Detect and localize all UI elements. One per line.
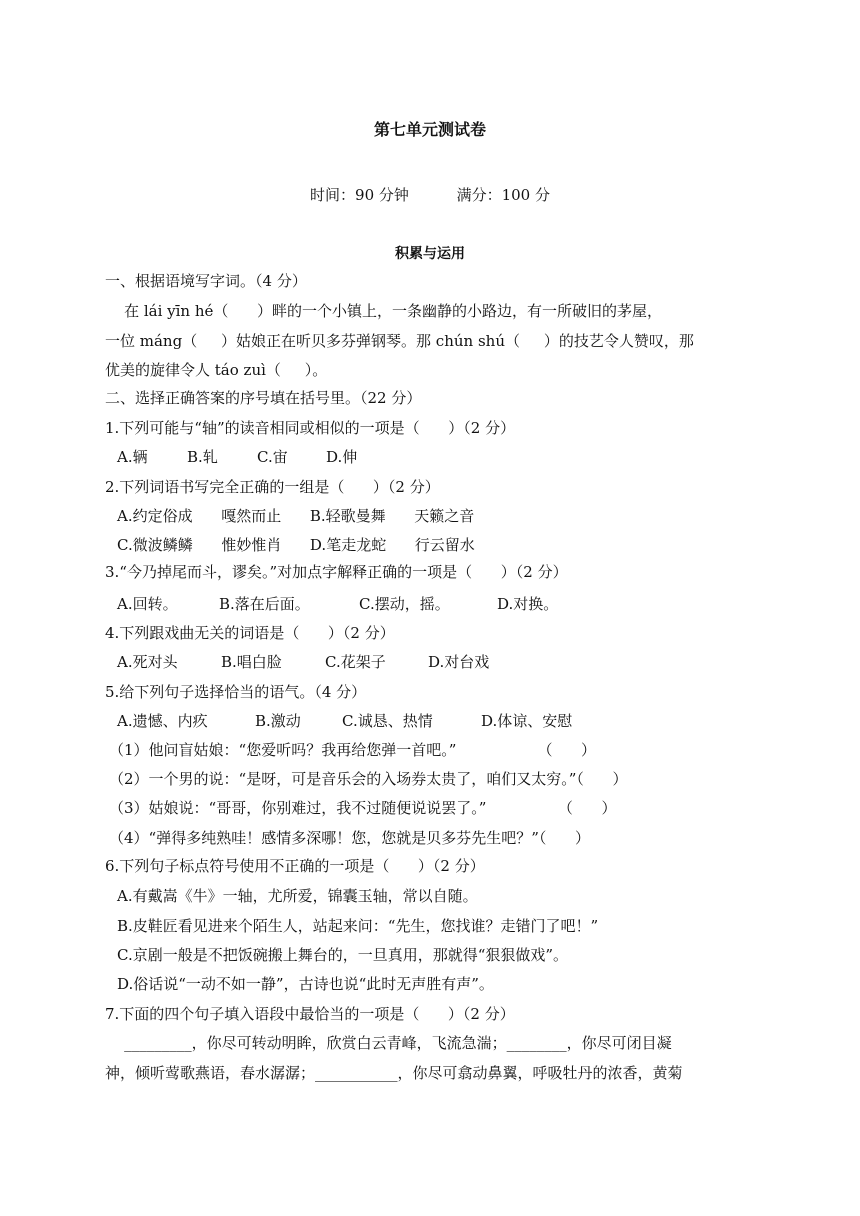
- q1-line: 在 lái yīn hé（ ）畔的一个小镇上，一条幽静的小路边，有一所破旧的茅屋，: [105, 302, 662, 320]
- option-d: D.俗话说“一动不如一静”，古诗也说“此时无声胜有声”。: [117, 975, 494, 993]
- section-heading: 积累与运用: [395, 246, 465, 262]
- question-stem: 2.下列词语书写完全正确的一组是（ ）（2 分）: [105, 478, 440, 496]
- question-stem: 4.下列跟戏曲无关的词语是（ ）（2 分）: [105, 624, 395, 642]
- sub-question: （3）姑娘说：“哥哥，你别难过，我不过随便说说罢了。” （ ）: [109, 799, 617, 817]
- option-b: B.落在后面。: [219, 595, 310, 613]
- option-row: A.约定俗成 嘎然而止 B.轻歌曼舞 天籁之音: [117, 507, 475, 525]
- option-c: C.摆动，摇。: [359, 595, 450, 613]
- option-a: A.有戴嵩《牛》一轴，尤所爱，锦囊玉轴，常以自随。: [117, 887, 478, 905]
- option-a: A.辆: [117, 448, 148, 466]
- option-b: B.激动: [255, 712, 301, 730]
- question-stem: 3.“今乃掉尾而斗，谬矣。”对加点字解释正确的一项是（ ）（2 分）: [105, 563, 568, 581]
- option-c: C.京剧一般是不把饭碗搬上舞台的，一旦真用，那就得“狠狠做戏”。: [117, 946, 569, 964]
- option-b: B.皮鞋匠看见进来个陌生人，站起来问：“先生，您找谁？走错门了吧！”: [117, 917, 599, 935]
- q2-heading: 二、选择正确答案的序号填在括号里。（22 分）: [105, 389, 422, 407]
- option-d: D.对台戏: [428, 653, 490, 671]
- option-d: D.伸: [326, 448, 358, 466]
- sub-question: （4）“弹得多纯熟哇！感情多深哪！您，您就是贝多芬先生吧？”（ ）: [109, 829, 590, 847]
- sub-question: （1）他问盲姑娘：“您爱听吗？我再给您弹一首吧。” （ ）: [109, 741, 597, 759]
- option-a: A.死对头: [117, 653, 178, 671]
- option-b: B.唱白脸: [221, 653, 282, 671]
- question-stem: 1.下列可能与“轴”的读音相同或相似的一项是（ ）（2 分）: [105, 419, 516, 437]
- question-stem: 5.给下列句子选择恰当的语气。（4 分）: [105, 683, 367, 701]
- exam-meta: 时间：90 分钟 满分：100 分: [310, 186, 550, 204]
- option-d: D.对换。: [497, 595, 559, 613]
- option-c: C.诚恳、热情: [342, 712, 433, 730]
- option-c: C.花架子: [325, 653, 386, 671]
- option-b: B.轧: [187, 448, 218, 466]
- q1-heading: 一、根据语境写字词。（4 分）: [105, 272, 307, 290]
- passage-line: _________，你尽可转动明眸，欣赏白云青峰，飞流急湍；________，你尽可闭目凝: [105, 1034, 672, 1052]
- option-a: A.回转。: [117, 595, 178, 613]
- question-stem: 7.下面的四个句子填入语段中最恰当的一项是（ ）（2 分）: [105, 1005, 515, 1023]
- passage-line: 神，倾听莺歌燕语，春水潺潺；___________，你尽可翕动鼻翼，呼吸牡丹的浓香，黄菊: [105, 1064, 683, 1082]
- q1-line: 优美的旋律令人 táo zuì（ ）。: [105, 361, 328, 379]
- option-a: A.遗憾、内疚: [117, 712, 208, 730]
- sub-question: （2）一个男的说：“是呀，可是音乐会的入场券太贵了，咱们又太穷。”（ ）: [109, 770, 628, 788]
- option-c: C.宙: [257, 448, 288, 466]
- option-d: D.体谅、安慰: [481, 712, 573, 730]
- page-title: 第七单元测试卷: [373, 120, 486, 139]
- option-row: C.微波鳞鳞 惟妙惟肖 D.笔走龙蛇 行云留水: [117, 536, 475, 554]
- question-stem: 6.下列句子标点符号使用不正确的一项是（ ）（2 分）: [105, 857, 485, 875]
- q1-line: 一位 máng（ ）姑娘正在听贝多芬弹钢琴。那 chún shú（ ）的技艺令人赞叹，那: [105, 332, 694, 350]
